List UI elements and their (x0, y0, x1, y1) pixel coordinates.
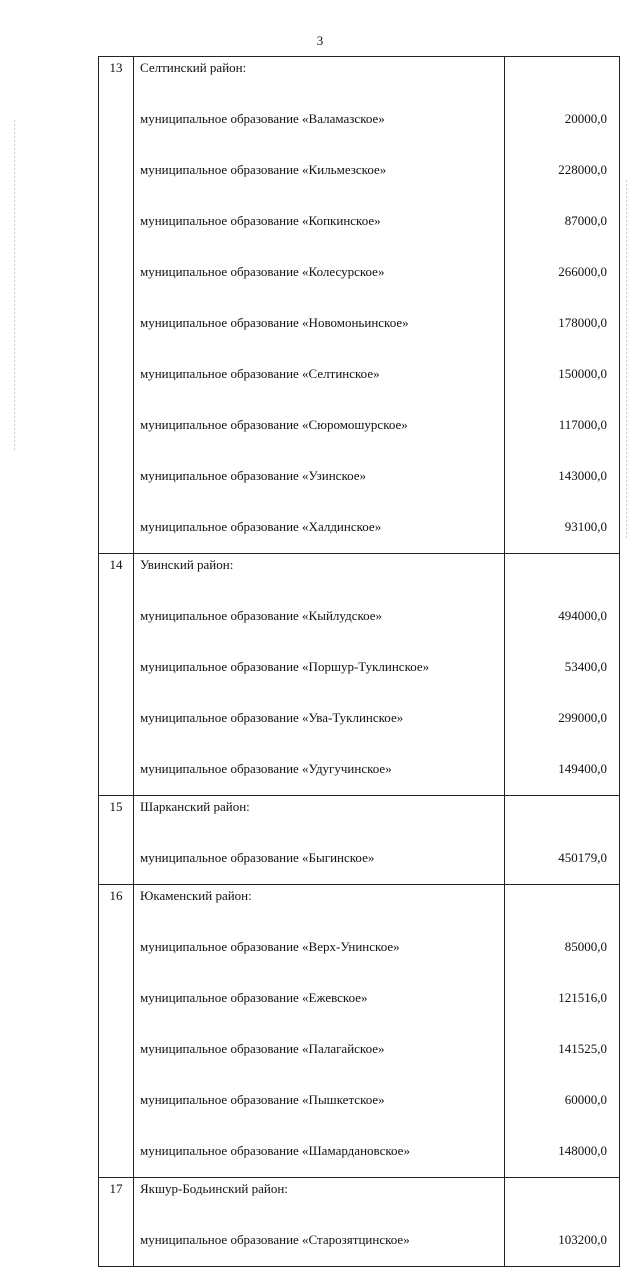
municipality-name: муниципальное образование «Кыйлудское» (134, 591, 505, 642)
index-cell (99, 145, 134, 196)
municipality-row (99, 1126, 620, 1178)
municipality-name: муниципальное образование «Новомоньинское» (134, 298, 505, 349)
index-cell (99, 693, 134, 744)
municipality-amount: 87000,0 (505, 196, 620, 247)
index-cell (99, 973, 134, 1024)
index-cell (99, 400, 134, 451)
municipality-row (99, 973, 620, 1024)
municipality-row (99, 400, 620, 451)
municipality-amount: 450179,0 (505, 833, 620, 885)
page-number: 3 (316, 33, 324, 48)
index-cell (99, 1075, 134, 1126)
row-index: 17 (99, 1178, 134, 1216)
index-cell (99, 247, 134, 298)
scan-edge-mark (626, 180, 627, 540)
municipality-name: муниципальное образование «Халдинское» (134, 502, 505, 554)
municipality-row (99, 642, 620, 693)
index-cell (99, 451, 134, 502)
index-cell (99, 298, 134, 349)
index-cell (99, 1024, 134, 1075)
municipality-amount: 266000,0 (505, 247, 620, 298)
municipality-name: муниципальное образование «Ежевское» (134, 973, 505, 1024)
municipality-name: муниципальное образование «Колесурское» (134, 247, 505, 298)
municipality-row (99, 833, 620, 885)
municipality-row (99, 1075, 620, 1126)
district-name: Увинский район: (134, 554, 505, 592)
table-body (99, 57, 620, 1267)
municipality-row (99, 502, 620, 554)
municipality-row (99, 744, 620, 796)
row-index: 15 (99, 796, 134, 834)
municipality-amount: 93100,0 (505, 502, 620, 554)
municipality-amount: 228000,0 (505, 145, 620, 196)
row-index: 13 (99, 57, 134, 95)
municipality-name: муниципальное образование «Копкинское» (134, 196, 505, 247)
district-value-cell (505, 554, 620, 592)
municipality-amount: 141525,0 (505, 1024, 620, 1075)
municipality-amount: 20000,0 (505, 94, 620, 145)
index-cell (99, 744, 134, 796)
municipality-name: муниципальное образование «Старозятцинское» (134, 1215, 505, 1267)
district-value-cell (505, 796, 620, 834)
district-name: Шарканский район: (134, 796, 505, 834)
index-cell (99, 502, 134, 554)
municipality-name: муниципальное образование «Шамардановское» (134, 1126, 505, 1178)
municipality-name: муниципальное образование «Узинское» (134, 451, 505, 502)
municipality-row (99, 1215, 620, 1267)
district-header-row (99, 796, 620, 834)
municipality-row (99, 349, 620, 400)
allocation-table (98, 56, 620, 1267)
municipality-amount: 148000,0 (505, 1126, 620, 1178)
municipality-name: муниципальное образование «Быгинское» (134, 833, 505, 885)
district-header-row (99, 57, 620, 95)
municipality-amount: 85000,0 (505, 922, 620, 973)
index-cell (99, 94, 134, 145)
district-name: Юкаменский район: (134, 885, 505, 923)
municipality-name: муниципальное образование «Ува-Туклинское» (134, 693, 505, 744)
municipality-amount: 149400,0 (505, 744, 620, 796)
municipality-row (99, 922, 620, 973)
district-value-cell (505, 1178, 620, 1216)
municipality-name: муниципальное образование «Поршур-Туклинское» (134, 642, 505, 693)
district-header-row (99, 554, 620, 592)
district-name: Якшур-Бодьинский район: (134, 1178, 505, 1216)
index-cell (99, 833, 134, 885)
municipality-row (99, 1024, 620, 1075)
index-cell (99, 1126, 134, 1178)
municipality-row (99, 247, 620, 298)
municipality-name: муниципальное образование «Палагайское» (134, 1024, 505, 1075)
index-cell (99, 196, 134, 247)
municipality-name: муниципальное образование «Пышкетское» (134, 1075, 505, 1126)
district-value-cell (505, 885, 620, 923)
municipality-row (99, 693, 620, 744)
district-value-cell (505, 57, 620, 95)
municipality-amount: 299000,0 (505, 693, 620, 744)
municipality-amount: 103200,0 (505, 1215, 620, 1267)
index-cell (99, 591, 134, 642)
municipality-name: муниципальное образование «Сюромошурское» (134, 400, 505, 451)
municipality-name: муниципальное образование «Селтинское» (134, 349, 505, 400)
municipality-name: муниципальное образование «Кильмезское» (134, 145, 505, 196)
municipality-amount: 60000,0 (505, 1075, 620, 1126)
index-cell (99, 1215, 134, 1267)
municipality-row (99, 196, 620, 247)
municipality-amount: 143000,0 (505, 451, 620, 502)
row-index: 14 (99, 554, 134, 592)
district-header-row (99, 1178, 620, 1216)
district-name: Селтинский район: (134, 57, 505, 95)
municipality-name: муниципальное образование «Валамазское» (134, 94, 505, 145)
index-cell (99, 642, 134, 693)
district-header-row (99, 885, 620, 923)
scan-edge-mark (14, 120, 15, 450)
index-cell (99, 349, 134, 400)
municipality-name: муниципальное образование «Удугучинское» (134, 744, 505, 796)
index-cell (99, 922, 134, 973)
municipality-row (99, 451, 620, 502)
municipality-amount: 178000,0 (505, 298, 620, 349)
municipality-amount: 121516,0 (505, 973, 620, 1024)
municipality-amount: 53400,0 (505, 642, 620, 693)
municipality-row (99, 591, 620, 642)
municipality-amount: 494000,0 (505, 591, 620, 642)
municipality-amount: 150000,0 (505, 349, 620, 400)
municipality-row (99, 94, 620, 145)
row-index: 16 (99, 885, 134, 923)
municipality-row (99, 145, 620, 196)
municipality-name: муниципальное образование «Верх-Унинское» (134, 922, 505, 973)
municipality-row (99, 298, 620, 349)
municipality-amount: 117000,0 (505, 400, 620, 451)
